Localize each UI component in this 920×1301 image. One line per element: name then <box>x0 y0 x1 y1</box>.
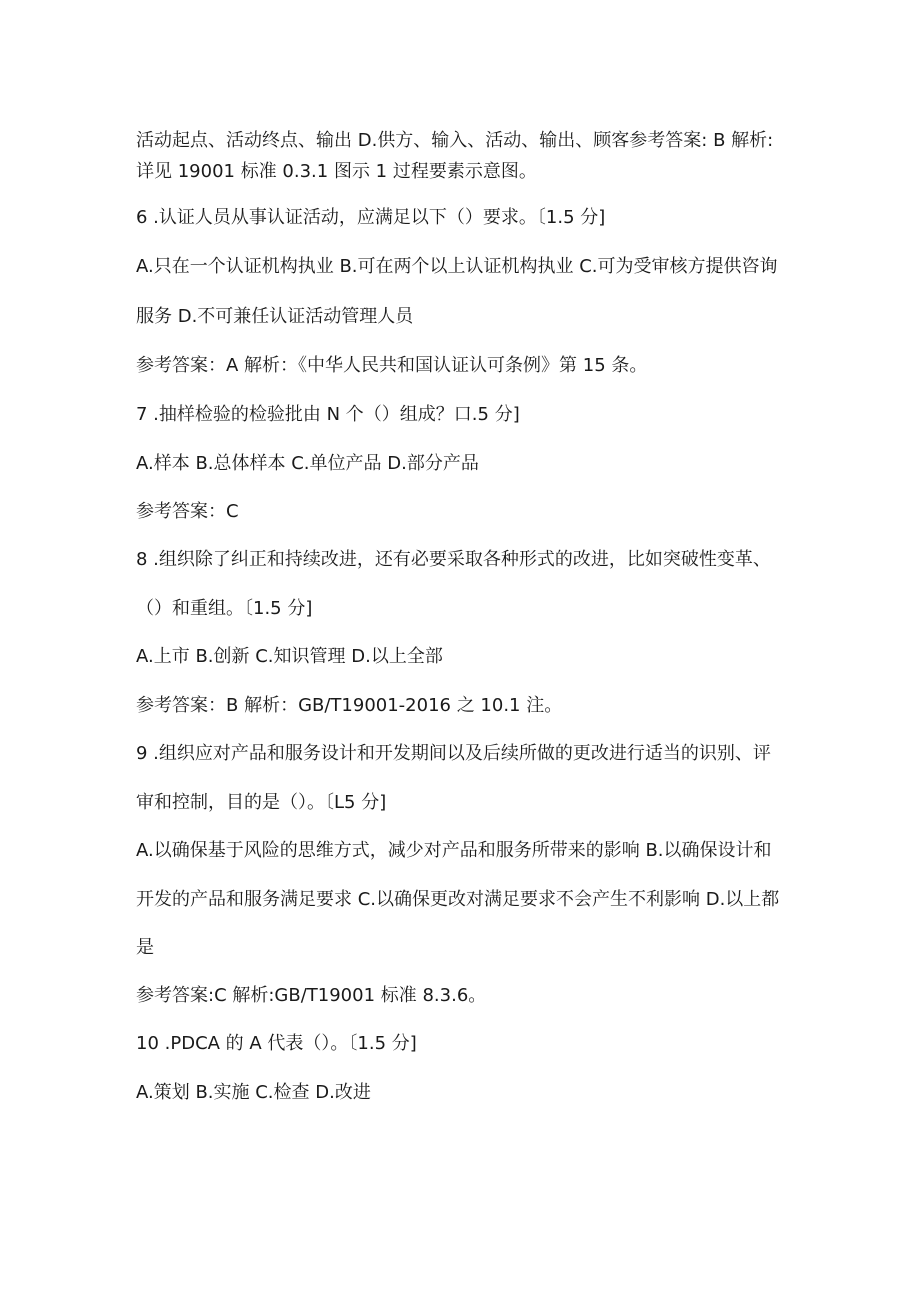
question-9-answer: 参考答案:C 解析:GB/T19001 标准 8.3.6。 <box>136 985 487 1006</box>
question-8-answer: 参考答案：B 解析：GB/T19001-2016 之 10.1 注。 <box>136 695 563 716</box>
question-10: 10 .PDCA 的 A 代表（）。〔1.5 分] <box>136 1033 417 1054</box>
question-9: 9 .组织应对产品和服务设计和开发期间以及后续所做的更改进行适当的识别、评 <box>136 743 771 764</box>
question-8-options: A.上市 B.创新 C.知识管理 D.以上全部 <box>136 646 443 667</box>
question-9-options: A.以确保基于风险的思维方式，减少对产品和服务所带来的影响 B.以确保设计和 <box>136 840 772 861</box>
question-10-options: A.策划 B.实施 C.检查 D.改进 <box>136 1082 371 1103</box>
question-9-options-cont: 开发的产品和服务满足要求 C.以确保更改对满足要求不会产生不利影响 D.以上都 <box>136 889 780 910</box>
question-7-answer: 参考答案：C <box>136 501 239 522</box>
question-8: 8 .组织除了纠正和持续改进，还有必要采取各种形式的改进，比如突破性变革、 <box>136 549 771 570</box>
question-7: 7 .抽样检验的检验批由 N 个（）组成？口.5 分] <box>136 404 520 425</box>
question-6-answer: 参考答案：A 解析：《中华人民共和国认证认可条例》第 15 条。 <box>136 355 648 376</box>
question-9-options-end: 是 <box>136 937 154 958</box>
question-8-cont: （）和重组。〔1.5 分] <box>136 598 313 619</box>
text-line: 活动起点、活动终点、输出 D.供方、输入、活动、输出、顾客参考答案: B 解析: <box>136 130 774 151</box>
text-line: 详见 19001 标准 0.3.1 图示 1 过程要素示意图。 <box>136 161 537 182</box>
question-9-cont: 审和控制，目的是（）。〔L5 分] <box>136 792 387 813</box>
question-7-options: A.样本 B.总体样本 C.单位产品 D.部分产品 <box>136 453 479 474</box>
question-6-options-cont: 服务 D.不可兼任认证活动管理人员 <box>136 306 414 327</box>
question-6: 6 .认证人员从事认证活动，应满足以下（）要求。〔1.5 分] <box>136 207 606 228</box>
question-6-options: A.只在一个认证机构执业 B.可在两个以上认证机构执业 C.可为受审核方提供咨询 <box>136 256 778 277</box>
